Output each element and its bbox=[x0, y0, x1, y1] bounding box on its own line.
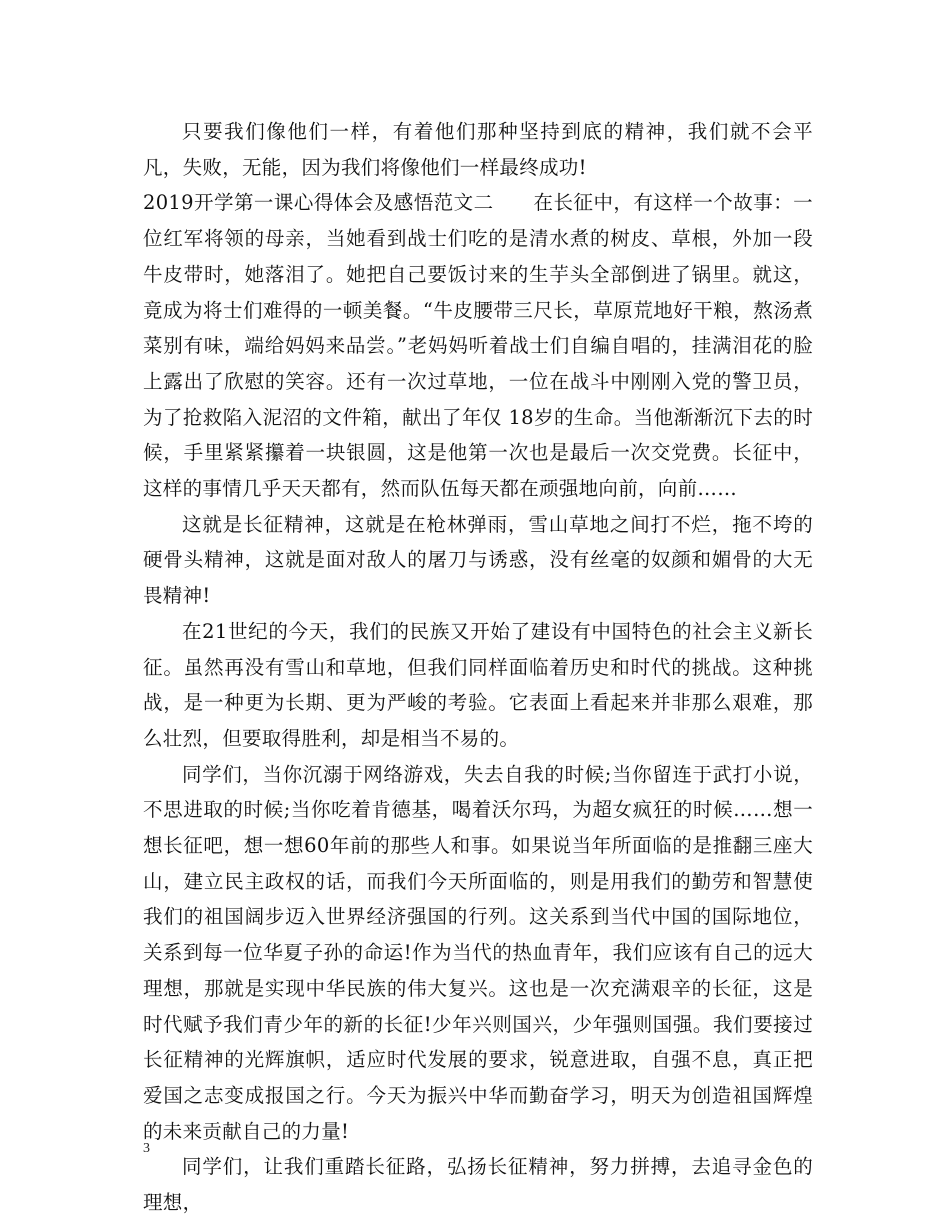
document-body bbox=[143, 114, 813, 1221]
paragraph-4: 在21世纪的今天，我们的民族又开始了建设有中国特色的社会主义新长征。虽然再没有雪山和草地，但我们同样面临着历史和时代的挑战。这种挑战，是一种更为长期、更为严峻的考验。它表面上看起来并非那么艰难，那么壮烈，但要取得胜利，却是相当不易的。 bbox=[143, 619, 813, 750]
paragraph-5: 同学们，当你沉溺于网络游戏，失去自我的时候;当你留连于武打小说，不思进取的时候;当你吃着肯德基，喝着沃尔玛，为超女疯狂的时候……想一想长征吧，想一想60年前的那些人和事。如果说当年所面临的是推翻三座大山，建立民主政权的话，而我们今天所面临的，则是用我们的勤劳和智慧使我们的祖国阔步迈入世界经济强国的行列。这关系到当代中国的国际地位，关系到每一位华夏子孙的命运!作为当代的热血青年，我们应该有自己的远大理想，那就是实现中华民族的伟大复兴。这也是一次充满艰辛的长征，这是时代赋予我们青少年的新的长征!少年兴则国兴，少年强则国强。我们要接过长征精神的光辉旗帜，适应时代发展的要求，锐意进取，自强不息，真正把爱国之志变成报国之行。今天为振兴中华而勤奋学习，明天为创造祖国辉煌的未来贡献自己的力量! bbox=[143, 762, 813, 1143]
paragraph-6: 同学们，让我们重踏长征路，弘扬长征精神，努力拼搏，去追寻金色的理想， bbox=[143, 1155, 813, 1215]
paragraph-3: 这就是长征精神，这就是在枪林弹雨，雪山草地之间打不烂，拖不垮的硬骨头精神，这就是面对敌人的屠刀与诱惑，没有丝毫的奴颜和媚骨的大无畏精神! bbox=[143, 512, 813, 608]
paragraph-2: 2019开学第一课心得体会及感悟范文二 在长征中，有这样一个故事：一位红军将领的母亲，当她看到战士们吃的是清水煮的树皮、草根，外加一段牛皮带时，她落泪了。她把自己要饭讨来的生芋头全部倒进了锅里。就这，竟成为将士们难得的一顿美餐。“牛皮腰带三尺长，草原荒地好干粮，熬汤煮菜别有味，端给妈妈来品尝。”老妈妈听着战士们自编自唱的，挂满泪花的脸上露出了欣慰的笑容。还有一次过草地，一位在战斗中刚刚入党的警卫员，为了抢救陷入泥沼的文件箱，献出了年仅 18岁的生命。当他渐渐沉下去的时候，手里紧紧攥着一块银圆，这是他第一次也是最后一次交党费。长征中，这样的事情几乎天天都有，然而队伍每天都在顽强地向前，向前…… bbox=[143, 191, 813, 501]
page-number: 3 bbox=[143, 1141, 150, 1156]
paragraph-1: 只要我们像他们一样，有着他们那种坚持到底的精神，我们就不会平凡，失败，无能，因为我们将像他们一样最终成功! bbox=[143, 120, 813, 179]
